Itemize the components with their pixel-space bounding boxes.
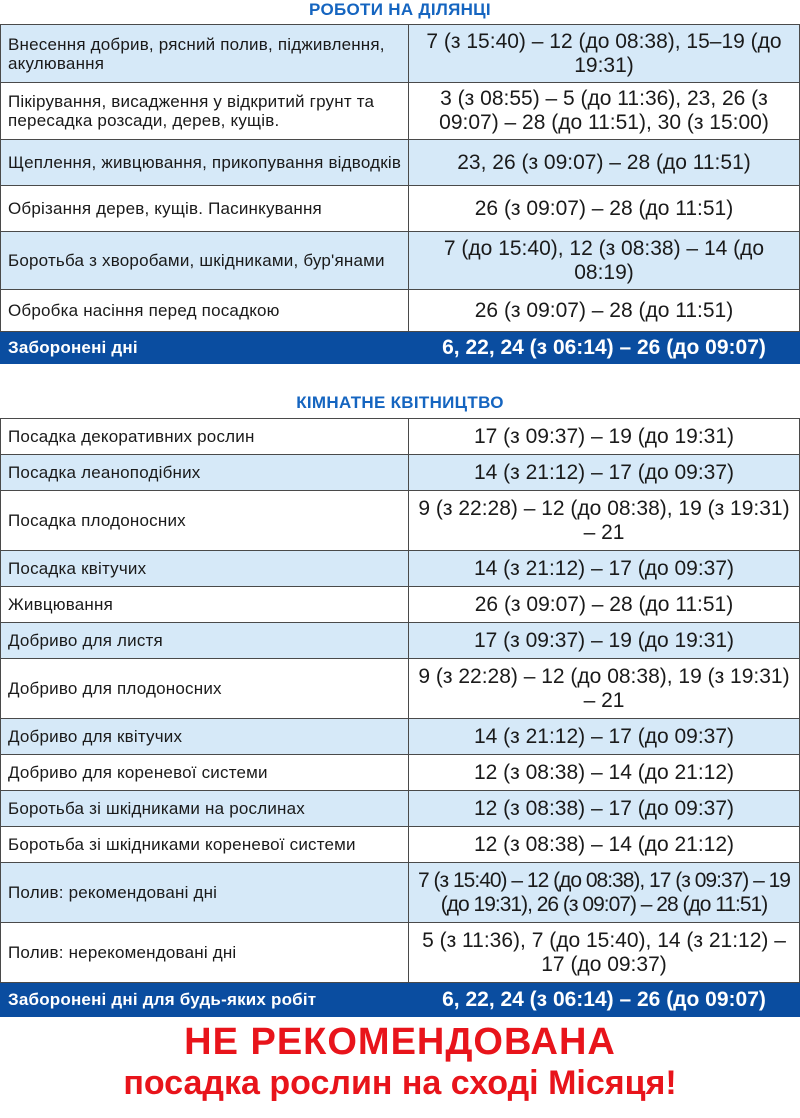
- dates-cell: 12 (з 08:38) – 17 (до 09:37): [409, 791, 800, 827]
- warning-headline: НЕ РЕКОМЕНДОВАНА: [184, 1021, 616, 1063]
- dates-cell: 23, 26 (з 09:07) – 28 (до 11:51): [409, 140, 800, 186]
- dates-cell: 9 (з 22:28) – 12 (до 08:38), 19 (з 19:31) – 21: [409, 491, 800, 551]
- task-cell: Добриво для листя: [1, 623, 409, 659]
- task-cell: Внесення добрив, рясний полив, підживлення, акулювання: [1, 25, 409, 83]
- dates-cell: 12 (з 08:38) – 14 (до 21:12): [409, 755, 800, 791]
- table-row: [1, 140, 800, 186]
- table-row: [1, 587, 800, 623]
- task-cell: Посадка леаноподібних: [1, 455, 409, 491]
- task-cell: Боротьба з хворобами, шкідниками, бур'янами: [1, 232, 409, 290]
- dates-cell: 12 (з 08:38) – 14 (до 21:12): [409, 827, 800, 863]
- dates-cell: 7 (до 15:40), 12 (з 08:38) – 14 (до 08:19): [409, 232, 800, 290]
- dates-cell: 5 (з 11:36), 7 (до 15:40), 14 (з 21:12) – 17 (до 09:37): [409, 923, 800, 983]
- dates-cell: 26 (з 09:07) – 28 (до 11:51): [409, 587, 800, 623]
- table-row: [1, 659, 800, 719]
- warning-subline: посадка рослин на сході Місяця!: [123, 1064, 677, 1102]
- task-cell: Добриво для квітучих: [1, 719, 409, 755]
- task-cell: Боротьба зі шкідниками на рослинах: [1, 791, 409, 827]
- indoor-flowers-table: [0, 418, 800, 1017]
- table-row: [1, 419, 800, 455]
- dates-cell: 14 (з 21:12) – 17 (до 09:37): [409, 551, 800, 587]
- task-cell: Добриво для плодоносних: [1, 659, 409, 719]
- dates-cell: 17 (з 09:37) – 19 (до 19:31): [409, 623, 800, 659]
- table-row: [1, 863, 800, 923]
- dates-cell: 7 (з 15:40) – 12 (до 08:38), 17 (з 09:37) – 19 (до 19:31), 26 (з 09:07) – 28 (до 11:51): [409, 863, 800, 923]
- task-cell: Щеплення, живцювання, прикопування відводків: [1, 140, 409, 186]
- table-row: [1, 455, 800, 491]
- table-row: [1, 827, 800, 863]
- table-row: [1, 923, 800, 983]
- task-cell: Посадка квітучих: [1, 551, 409, 587]
- table-row: [1, 791, 800, 827]
- forbidden-days-row: [1, 332, 800, 364]
- dates-cell: 26 (з 09:07) – 28 (до 11:51): [409, 186, 800, 232]
- section-title-garden: РОБОТИ НА ДІЛЯНЦІ: [309, 0, 491, 19]
- dates-cell: 17 (з 09:37) – 19 (до 19:31): [409, 419, 800, 455]
- table-row: [1, 83, 800, 140]
- table-row: [1, 623, 800, 659]
- task-cell: Обрізання дерев, кущів. Пасинкування: [1, 186, 409, 232]
- table-row: [1, 232, 800, 290]
- task-cell: Полив: рекомендовані дні: [1, 863, 409, 923]
- forbidden-label: Заборонені дні для будь-яких робіт: [1, 983, 409, 1017]
- task-cell: Пікірування, висадження у відкритий грунт та пересадка розсади, дерев, кущів.: [1, 83, 409, 140]
- table-row: [1, 719, 800, 755]
- dates-cell: 7 (з 15:40) – 12 (до 08:38), 15–19 (до 19:31): [409, 25, 800, 83]
- forbidden-days-row: [1, 983, 800, 1017]
- forbidden-dates: 6, 22, 24 (з 06:14) – 26 (до 09:07): [409, 332, 800, 364]
- forbidden-label: Заборонені дні: [1, 332, 409, 364]
- dates-cell: 9 (з 22:28) – 12 (до 08:38), 19 (з 19:31) – 21: [409, 659, 800, 719]
- garden-works-table: [0, 24, 800, 364]
- task-cell: Добриво для кореневої системи: [1, 755, 409, 791]
- task-cell: Посадка декоративних рослин: [1, 419, 409, 455]
- table-row: [1, 491, 800, 551]
- table-row: [1, 186, 800, 232]
- dates-cell: 3 (з 08:55) – 5 (до 11:36), 23, 26 (з 09:07) – 28 (до 11:51), 30 (з 15:00): [409, 83, 800, 140]
- table-row: [1, 290, 800, 332]
- task-cell: Полив: нерекомендовані дні: [1, 923, 409, 983]
- dates-cell: 26 (з 09:07) – 28 (до 11:51): [409, 290, 800, 332]
- task-cell: Боротьба зі шкідниками кореневої системи: [1, 827, 409, 863]
- task-cell: Обробка насіння перед посадкою: [1, 290, 409, 332]
- task-cell: Живцювання: [1, 587, 409, 623]
- table-row: [1, 755, 800, 791]
- dates-cell: 14 (з 21:12) – 17 (до 09:37): [409, 719, 800, 755]
- table-row: [1, 551, 800, 587]
- section-title-indoor: КІМНАТНЕ КВІТНИЦТВО: [296, 393, 504, 412]
- dates-cell: 14 (з 21:12) – 17 (до 09:37): [409, 455, 800, 491]
- task-cell: Посадка плодоносних: [1, 491, 409, 551]
- forbidden-dates: 6, 22, 24 (з 06:14) – 26 (до 09:07): [409, 983, 800, 1017]
- table-row: [1, 25, 800, 83]
